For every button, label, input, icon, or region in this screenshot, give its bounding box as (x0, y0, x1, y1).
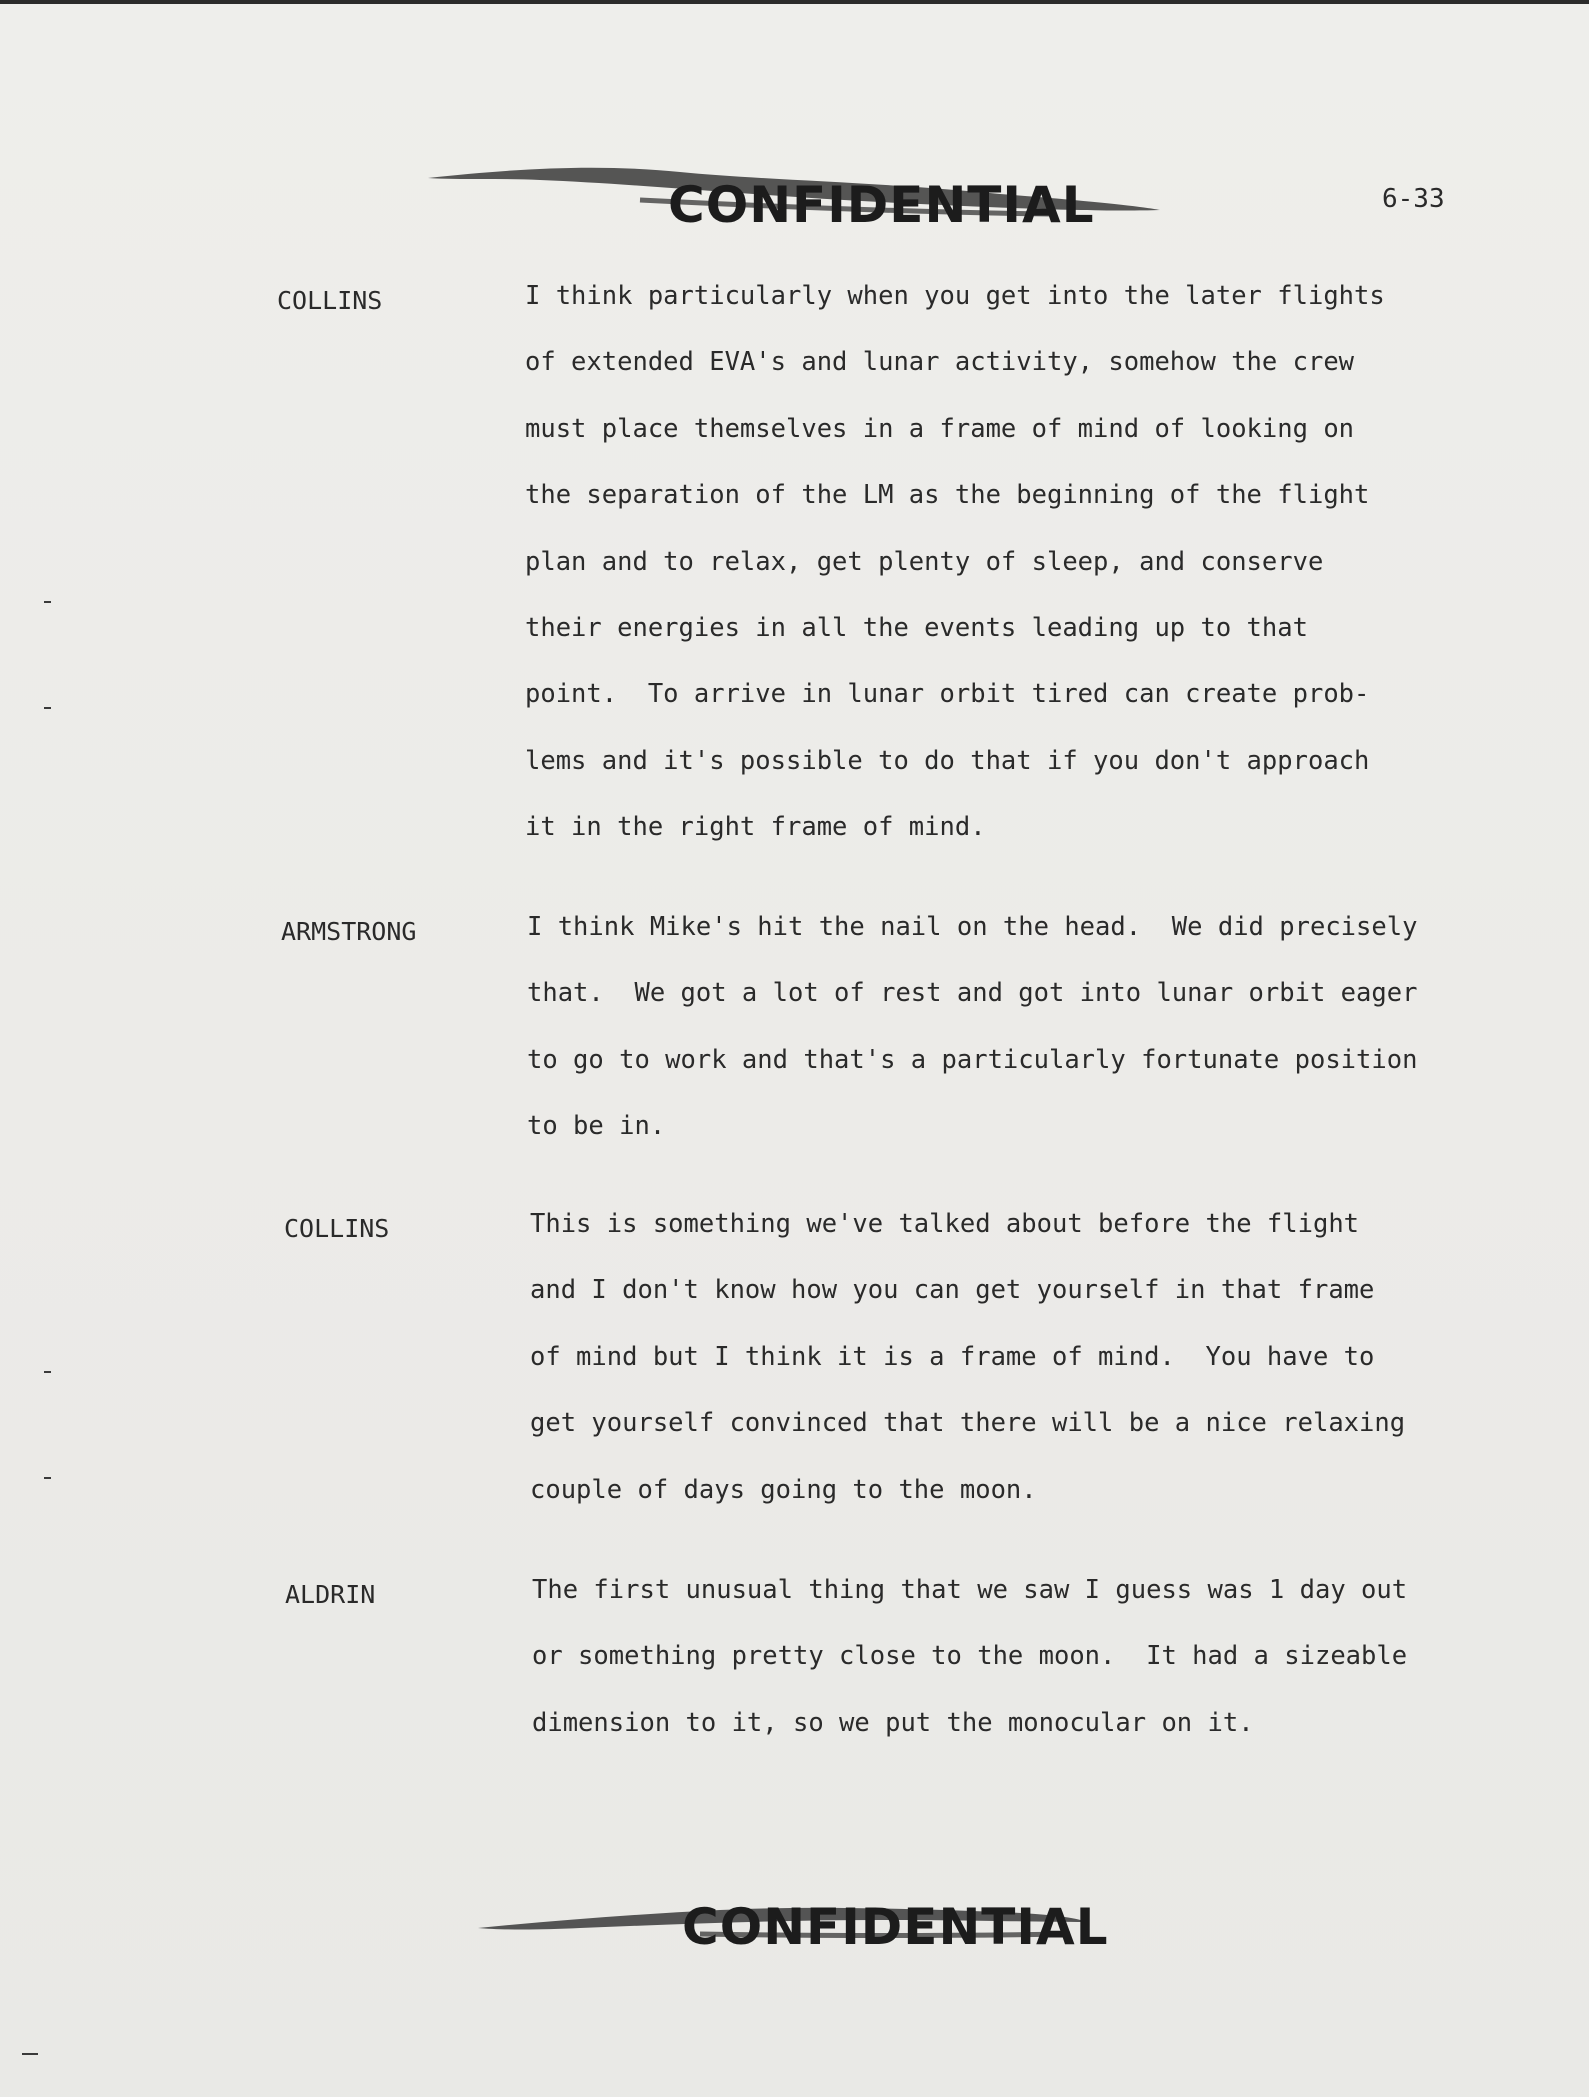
text-line: or something pretty close to the moon. It had a sizeable (532, 1641, 1408, 1672)
text-line: of extended EVA's and lunar activity, somehow the crew (525, 347, 1355, 378)
text-line: This is something we've talked about before the flight (530, 1209, 1360, 1239)
text-line: it in the right frame of mind. (525, 812, 986, 843)
confidential-stamp-bottom (0, 1882, 1589, 1962)
text-line: must place themselves in a frame of mind of looking on (525, 413, 1355, 444)
margin-mark (44, 1371, 51, 1373)
text-line: the separation of the LM as the beginning of the flight (525, 480, 1370, 511)
page-number: 6-33 (1382, 184, 1445, 214)
margin-mark (44, 1477, 51, 1479)
speaker-name: COLLINS (277, 286, 383, 315)
text-line: and I don't know how you can get yourself in that frame (530, 1275, 1375, 1306)
margin-mark (44, 707, 51, 709)
stamp-text: CONFIDENTIAL (668, 176, 1095, 234)
text-line: get yourself convinced that there will be a nice relaxing (530, 1408, 1406, 1439)
text-line: couple of days going to the moon. (530, 1474, 1037, 1505)
text-line: I think Mike's hit the nail on the head. We did precisely (527, 912, 1418, 942)
speaker-name: ALDRIN (285, 1580, 376, 1609)
margin-mark (44, 601, 51, 603)
entry-text (527, 912, 1418, 1181)
entry-text (530, 1209, 1406, 1544)
text-line: to be in. (527, 1111, 666, 1142)
text-line: I think particularly when you get into the later flights (525, 281, 1385, 311)
text-line: lems and it's possible to do that if you don't approach (525, 745, 1370, 776)
speaker-name: COLLINS (284, 1214, 390, 1243)
speaker-name: ARMSTRONG (281, 917, 417, 946)
text-line: dimension to it, so we put the monocular on it. (532, 1707, 1254, 1738)
text-line: that. We got a lot of rest and got into lunar orbit eager (527, 978, 1418, 1009)
text-line: The first unusual thing that we saw I guess was 1 day out (532, 1575, 1408, 1605)
confidential-stamp-top (0, 150, 1589, 234)
stamp-text: CONFIDENTIAL (682, 1898, 1109, 1956)
text-line: of mind but I think it is a frame of mind. You have to (530, 1341, 1375, 1372)
entry-text (532, 1575, 1408, 1777)
margin-mark (22, 2053, 38, 2055)
text-line: plan and to relax, get plenty of sleep, and conserve (525, 546, 1324, 577)
text-line: to go to work and that's a particularly fortunate position (527, 1044, 1418, 1075)
text-line: their energies in all the events leading up to that (525, 612, 1308, 643)
entry-text (525, 281, 1385, 882)
text-line: point. To arrive in lunar orbit tired can create prob- (525, 679, 1370, 710)
